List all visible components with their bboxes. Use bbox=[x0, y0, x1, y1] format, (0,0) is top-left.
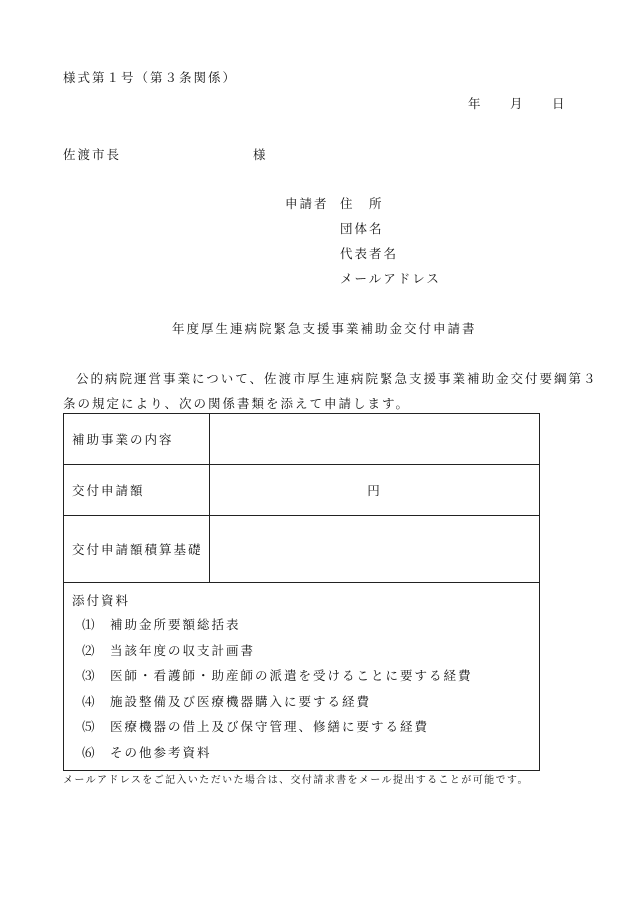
calculation-basis-label: 交付申請額積算基礎 bbox=[64, 516, 210, 583]
amount-label: 交付申請額 bbox=[64, 465, 210, 516]
date-year-label: 年 bbox=[468, 96, 483, 111]
applicant-representative-label: 代表者名 bbox=[340, 246, 399, 261]
attachment-item bbox=[82, 694, 539, 720]
attachment-text: 施設整備及び医療機器購入に要する経費 bbox=[110, 693, 372, 709]
date-day-label: 日 bbox=[552, 96, 567, 111]
attachment-number: ⑶ bbox=[82, 668, 97, 683]
table-row-calculation-basis bbox=[64, 516, 540, 583]
table-row-project-content bbox=[64, 414, 540, 465]
attachment-number: ⑹ bbox=[82, 744, 97, 760]
attachment-number: ⑸ bbox=[82, 719, 97, 734]
body-text-line-2: 条の規定により、次の関係書類を添えて申請します。 bbox=[63, 396, 411, 411]
addressee-honorific: 様 bbox=[253, 147, 268, 162]
attachments-cell bbox=[64, 583, 540, 771]
calculation-basis-field[interactable] bbox=[210, 516, 540, 583]
attachment-item bbox=[82, 617, 539, 643]
project-content-field[interactable] bbox=[210, 414, 540, 465]
table-row-attachments bbox=[64, 583, 540, 771]
addressee-name: 佐渡市長 bbox=[63, 147, 122, 162]
project-content-label: 補助事業の内容 bbox=[64, 414, 210, 465]
table-row-amount bbox=[64, 465, 540, 516]
attachment-item bbox=[82, 668, 539, 694]
form-number: 様式第１号（第３条関係） bbox=[63, 70, 238, 85]
date-month-label: 月 bbox=[510, 96, 525, 111]
document-title: 年度厚生連病院緊急支援事業補助金交付申請書 bbox=[172, 321, 477, 336]
applicant-org-name-label: 団体名 bbox=[340, 221, 384, 236]
footnote: メールアドレスをご記入いただいた場合は、交付請求書をメール提出することが可能です。 bbox=[63, 775, 529, 786]
applicant-label: 申請者 bbox=[285, 196, 329, 211]
body-text-line-1: 公的病院運営事業について、佐渡市厚生連病院緊急支援事業補助金交付要綱第３ bbox=[76, 371, 598, 386]
attachment-text: その他参考資料 bbox=[110, 744, 212, 760]
attachment-text: 補助金所要額総括表 bbox=[110, 617, 241, 632]
attachment-number: ⑷ bbox=[82, 693, 97, 709]
attachment-number: ⑴ bbox=[82, 617, 97, 632]
attachment-item bbox=[82, 643, 539, 669]
attachment-text: 医師・看護師・助産師の派遣を受けることに要する経費 bbox=[110, 668, 473, 683]
attachment-number: ⑵ bbox=[82, 642, 97, 658]
attachment-text: 当該年度の収支計画書 bbox=[110, 642, 256, 658]
attachment-item bbox=[82, 719, 539, 745]
attachments-title: 添付資料 bbox=[72, 593, 131, 608]
attachment-text: 医療機器の借上及び保守管理、修繕に要する経費 bbox=[110, 719, 430, 734]
application-table bbox=[63, 413, 540, 771]
amount-field[interactable]: 円 bbox=[210, 465, 540, 516]
applicant-email-label: メールアドレス bbox=[340, 271, 441, 286]
attachments-list bbox=[72, 617, 539, 770]
applicant-address-label: 住 所 bbox=[340, 196, 384, 211]
attachment-item bbox=[82, 745, 539, 771]
